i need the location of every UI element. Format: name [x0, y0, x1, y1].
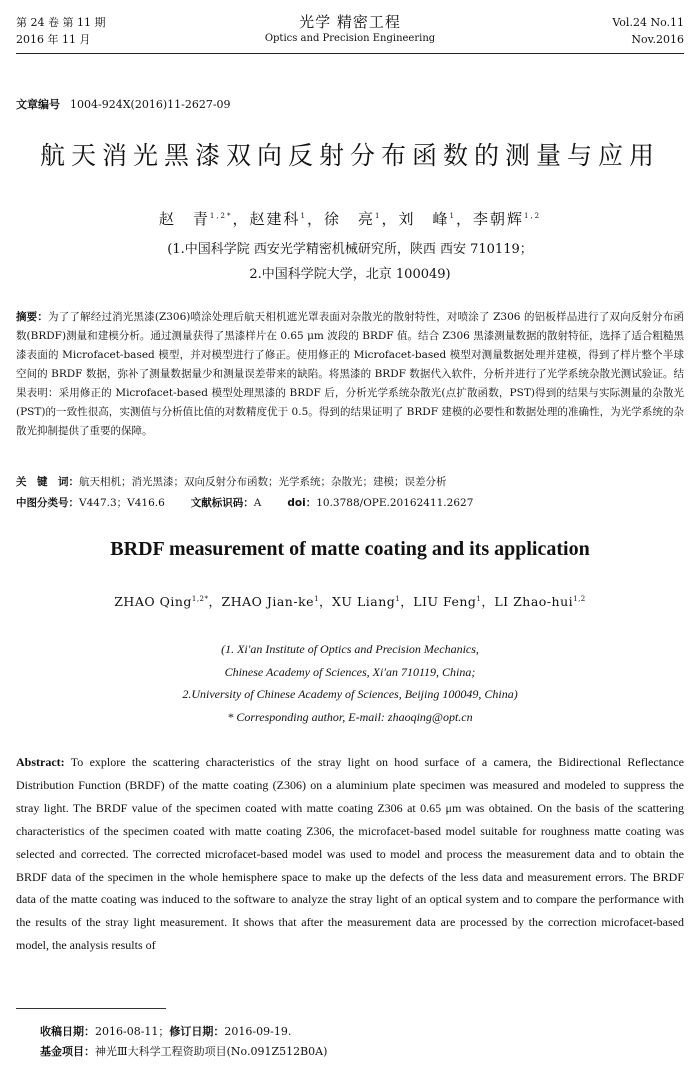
abstract-en-label: Abstract:: [16, 755, 65, 769]
keywords-cn-text: 航天相机；消光黑漆；双向反射分布函数；光学系统；杂散光；建模；误差分析: [79, 476, 447, 488]
author-en: ZHAO Qing: [114, 594, 192, 609]
header-journal: [0, 12, 700, 46]
affiliation-en-2: Chinese Academy of Sciences, Xi′an 710119, China;: [224, 664, 476, 679]
dates-footnote: [40, 1022, 327, 1042]
author-en: ，LIU Feng: [400, 594, 477, 609]
affiliation-cn-2: 2.中国科学院大学，北京 100049): [249, 267, 451, 282]
abstract-en: [16, 751, 684, 957]
doc-code-label: 文献标识码：: [190, 497, 254, 509]
abstract-en-text: To explore the scattering characteristics of the stray light on hood surface of a camera, the Bidirectional Reflectance Distribution Function (BRDF) of the matte coating (Z306) on a aluminium plate specimen was measured and modeled to suppress the stray light. The BRDF value of the specimen coated with matte coating Z306 at 0.65 μm was obtained. On the basis of the scattering characteristics of the specimen coated with matte coating Z306, the microfacet-based model suitable for roughness matte coating was selected and corrected. The corrected microfacet-based model was used to model and process the measurement data and to obtain the BRDF data of the specimen in the whole hemisphere space to make up the defects of the less data and measurement errors. The BRDF data of the matte coating was induced to the software to analyze the stray light of an optical system and to compare the performance with the results of the stray light measurement. It shows that after the measurement data are processed by the correction microfacet-based model, the analysis results of: [16, 755, 684, 953]
fund-footnote: [40, 1042, 327, 1062]
authors-en: [0, 592, 700, 610]
journal-name-cn: 光学 精密工程: [299, 13, 401, 31]
author-sup: 1,2: [573, 594, 586, 603]
article-number-value: 1004-924X(2016)11-2627-09: [70, 98, 231, 111]
article-number: [16, 96, 231, 112]
affiliation-cn-1: (1.中国科学院 西安光学精密机械研究所，陕西 西安 710119；: [167, 242, 533, 257]
footnotes: [40, 1022, 327, 1062]
doi-label: doi：: [287, 497, 317, 509]
date-cn: 2016 年 11 月: [16, 33, 91, 46]
header-issue-en: [612, 14, 684, 48]
author-sup: 1,2*: [191, 594, 209, 603]
authors-cn: [0, 208, 700, 229]
affiliation-en-3: 2.University of Chinese Academy of Sciences, Beijing 100049, China): [182, 687, 518, 701]
volume-cn: 第 24 卷 第 11 期: [16, 16, 106, 29]
clc-value: V447.3；V416.6: [79, 497, 165, 509]
abstract-cn: [16, 308, 684, 441]
revised-label: 修订日期：: [169, 1025, 225, 1038]
author-en: ，XU Liang: [319, 594, 396, 609]
corresponding-author: * Corresponding author, E-mail: zhaoqing@opt.cn: [227, 709, 473, 724]
author-sup: 1: [314, 594, 320, 603]
title-en: BRDF measurement of matte coating and its application: [110, 538, 590, 560]
abstract-cn-text: 为了了解经过消光黑漆(Z306)喷涂处理后航天相机遮光罩表面对杂散光的散射特性，对喷涂了 Z306 的铝板样品进行了双向反射分布函数(BRDF)测量和建模分析。通过测量获得了黑漆样片在 0.65 μm 波段的 BRDF 值。结合 Z306 黑漆测量数据的散射特征，选择了适合粗糙黑漆表面的 Microfacet-based 模型，并对模型进行了修正。使用修正的 Microfacet-based 模型对测量数据处理并建模，得到了样片整个半球空间的 BRDF 数据，弥补了测量数据量少和测量误差带来的缺陷。将黑漆的 BRDF 数据代入软件，分析并进行了光学系统杂散光测试验证。结果表明：采用修正的 Microfacet-based 模型处理黑漆的 BRDF 后，分析光学系统杂散光(点扩散函数，PST)得到的结果与实际测量的杂散光(PST)的一致性很高，实测值与分析值比值的对数精度优于 0.5。得到的结果证明了 BRDF 建模的必要性和数据处理的准确性，为光学系统的杂散光抑制提供了重要的保障。: [16, 311, 684, 437]
author-cn: ，李朝辉: [455, 210, 524, 228]
affiliations-en: [0, 638, 700, 728]
doc-code-value: A: [253, 497, 262, 509]
title-cn: 航天消光黑漆双向反射分布函数的测量与应用: [39, 141, 660, 170]
revised-value: 2016-09-19.: [224, 1025, 292, 1038]
author-cn: ，徐 亮: [307, 210, 376, 228]
author-cn: ，赵建科: [232, 210, 301, 228]
author-en: ，LI Zhao-hui: [481, 594, 574, 609]
affiliation-en-1: (1. Xi′an Institute of Optics and Precision Mechanics,: [221, 642, 479, 656]
received-label: 收稿日期：: [40, 1025, 95, 1038]
author-en: ，ZHAO Jian-ke: [208, 594, 315, 609]
doi-value: 10.3788/OPE.20162411.2627: [316, 497, 474, 509]
author-sup: 1: [449, 212, 456, 220]
classification-row: [16, 495, 684, 511]
received-value: 2016-08-11；: [95, 1025, 170, 1038]
keywords-cn: [16, 474, 684, 490]
date-en: Nov.2016: [631, 33, 684, 46]
clc-label: 中图分类号：: [16, 497, 79, 509]
author-sup: 1: [375, 212, 382, 220]
author-cn: 赵 青: [158, 210, 210, 228]
author-sup: 1,2*: [209, 212, 233, 220]
author-sup: 1: [476, 594, 482, 603]
author-cn: ，刘 峰: [381, 210, 450, 228]
footnote-divider: [16, 1008, 166, 1009]
volume-en: Vol.24 No.11: [612, 16, 684, 29]
header-divider: [16, 53, 684, 54]
author-sup: 1: [300, 212, 307, 220]
fund-value: 神光Ⅲ大科学工程资助项目(No.091Z512B0A): [95, 1045, 328, 1058]
fund-label: 基金项目：: [40, 1045, 95, 1058]
keywords-cn-label: 关 键 词：: [16, 476, 79, 488]
article-number-label: 文章编号: [16, 98, 60, 111]
author-sup: 1: [395, 594, 401, 603]
abstract-cn-label: 摘要：: [16, 311, 49, 323]
author-sup: 1,2: [523, 212, 542, 220]
journal-name-en: Optics and Precision Engineering: [264, 33, 436, 44]
